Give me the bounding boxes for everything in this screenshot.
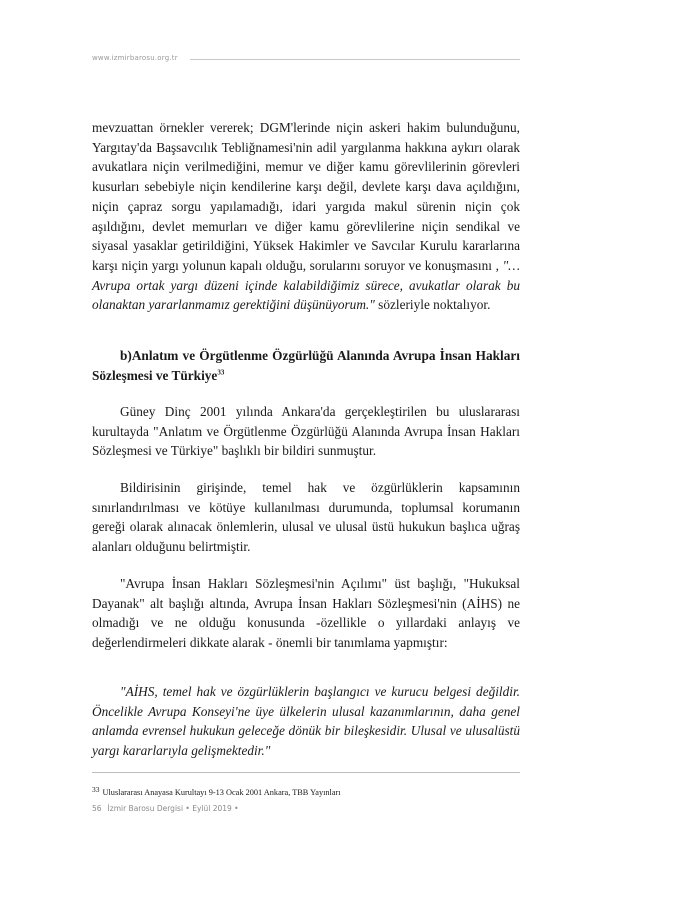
paragraph-4 (92, 574, 520, 653)
footnote-number: 33 (92, 785, 100, 794)
paragraph-1-text: mevzuattan örnekler vererek; DGM'lerinde niçin askeri hakim bulunduğunu, Yargıtay'da Başsavcılık Tebliğnamesi'nin adil yargılanma hakkına aykırı olarak avukatlara niçin verilmediğini, memur ve diğer kamu görevlilerinin görevleri kusurları sebebiyle niçin kendilerine karşı değil, devlete karşı dava açıldığını, niçin çapraz sorgu yapılamadığı, idari yargıda makul sürenin niçin çok aşıldığını, devlet memurları ve diğer kamu görevlilerine niçin sendikal ve siyasal yasaklar getirildiğini, Yüksek Hakimler ve Savcılar Kurulu kararlarına karşı niçin yargı yolunun kapalı olduğu, sorularını soruyor ve konuşmasını , (92, 120, 520, 273)
paragraph-2 (92, 402, 520, 461)
section-heading-text: b)Anlatım ve Örgütlenme Özgürlüğü Alanında Avrupa İnsan Hakları Sözleşmesi ve Türkiye (92, 348, 520, 383)
section-heading (92, 346, 520, 385)
footnote-text: Uluslararası Anayasa Kurultayı 9-13 Ocak 2001 Ankara, TBB Yayınları (102, 788, 341, 797)
paragraph-4-text: "Avrupa İnsan Hakları Sözleşmesi'nin Açılımı" üst başlığı, "Hukuksal Dayanak" alt başlığı altında, Avrupa İnsan Hakları Sözleşmesi'nin (AİHS) ne olmadığı ve ne olduğu konusunda -özellikle o yıllardaki anlayış ve değerlendirmeleri dikkate alarak - önemli bir tanımlama yapmıştır: (92, 576, 520, 651)
page-header (92, 54, 520, 68)
footnote-separator (92, 772, 520, 782)
block-quote (92, 682, 520, 761)
paragraph-1-end: sözleriyle noktalıyor. (374, 297, 491, 313)
paragraph-3-text: Bildirisinin girişinde, temel hak ve özgürlüklerin kapsamının sınırlandırılması ve kötüye kullanılması durumunda, toplumsal korumanın gereği olarak alınacak önlemlerin, ulusal ve ulusal üstü hukukun başlıca uğraş alanları olduğunu belirtmiştir. (92, 480, 520, 555)
header-url[interactable]: www.izmirbarosu.org.tr (92, 54, 178, 62)
paragraph-3 (92, 478, 520, 557)
paragraph-1 (92, 118, 520, 315)
footnote (92, 784, 522, 798)
page-number: 56 (92, 804, 102, 813)
header-divider (190, 59, 520, 60)
paragraph-2-text: Güney Dinç 2001 yılında Ankara'da gerçekleştirilen bu uluslararası kurultayda "Anlatım ve Örgütlenme Özgürlüğü Alanında Avrupa İnsan Hakları Sözleşmesi ve Türkiye" başlıklı bir bildiri sunmuştur. (92, 404, 520, 459)
block-quote-text: "AİHS, temel hak ve özgürlüklerin başlangıcı ve kurucu belgesi değildir. Öncelikle Avrupa Konseyi'ne üye ülkelerin ulusal kazanımlarının, daha genel anlamda evrensel hukukun geleceğe dönük bir bileşkesidir. Ulusal ve ulusalüstü yargı kararlarıyla gelişmektedir." (92, 684, 520, 759)
page-footer (92, 804, 520, 818)
paragraph-1-quote: "… Avrupa ortak yargı düzeni içinde kalabildiğimiz sürece, avukatlar olarak bu olanaktan yararlanmamız gerektiğini düşünüyorum." (92, 257, 520, 313)
journal-name: İzmir Barosu Dergisi • Eylül 2019 • (107, 804, 239, 813)
heading-footnote-ref: 33 (217, 368, 225, 377)
